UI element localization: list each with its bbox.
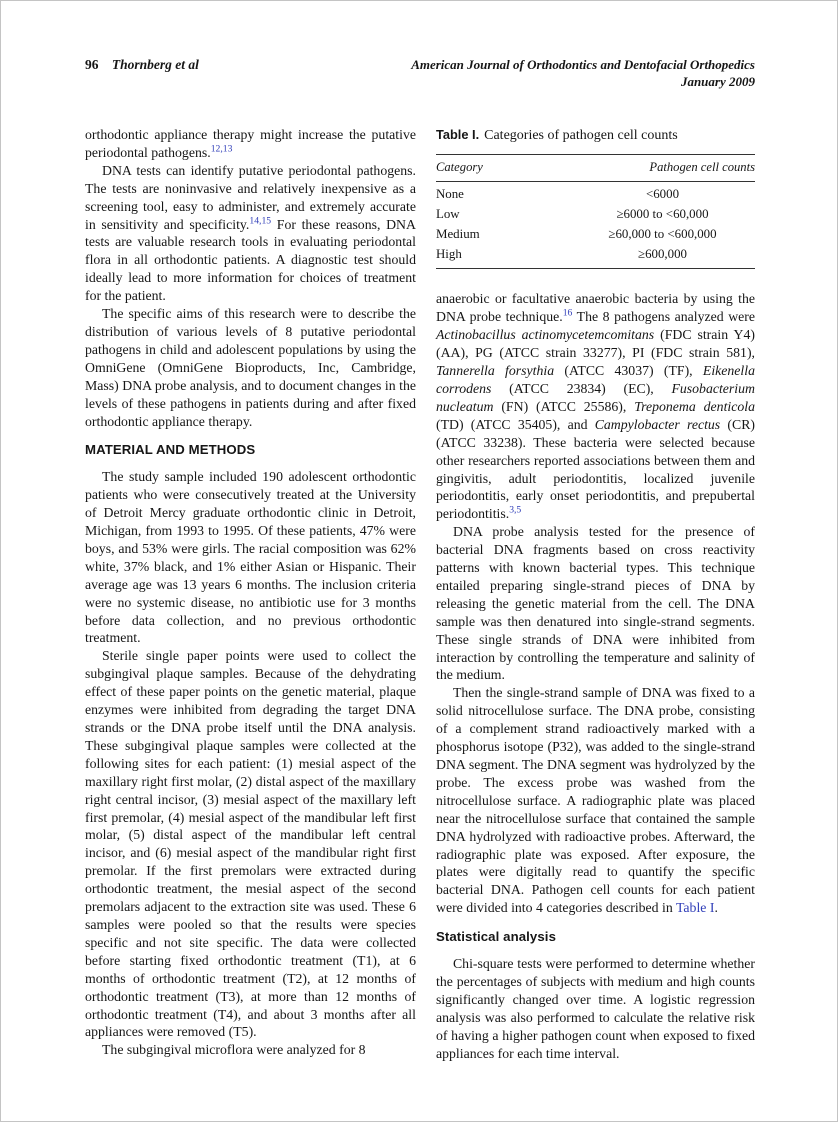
table-1-caption — [436, 126, 755, 145]
table-cell-count: ≥600,000 — [638, 246, 687, 261]
citation-link[interactable]: 14,15 — [249, 214, 272, 226]
table-cell-count: ≥6000 to <60,000 — [616, 206, 709, 221]
table-1-label: Table I. — [435, 127, 480, 142]
running-authors: Thornberg et al — [111, 57, 199, 72]
running-head — [85, 57, 755, 90]
paragraph-specific-aims: The specific aims of this research were to describe the distribution of various levels of 8 putative periodontal pathogens in child and adolescent populations by using the OmniGene (OmniGene Bioproducts, Inc, Cambridge, Mass) DNA probe analysis, and to document changes in the levels of these pathogens in patients during and after fixed orthodontic appliance therapy. — [85, 306, 416, 429]
paragraph-dna-probe-analysis: DNA probe analysis tested for the presence of bacterial DNA fragments based on cross reactivity patterns with known bacterial types. This technique entailed preparing single-strand pieces of DNA by releasing the genetic material from the cell. The DNA sample was then denatured into single-strand segments. These single strands of DNA were inhibited from interaction by controlling the temperature and salinity of the medium. — [435, 524, 755, 683]
table-row — [436, 181, 755, 204]
running-head-right — [411, 57, 755, 90]
table-column-header-counts: Pathogen cell counts — [570, 154, 755, 181]
paragraph-continuation: orthodontic appliance therapy might increase the putative periodontal pathogens.$^{12,13}$ — [85, 127, 416, 160]
issue-date: January 2009 — [680, 73, 755, 89]
two-column-body — [85, 126, 755, 1063]
table-cell-category: None — [435, 186, 464, 201]
journal-title: American Journal of Orthodontics and Dentofacial Orthopedics — [411, 57, 755, 72]
table-header-row — [436, 154, 755, 181]
citation-link[interactable]: 12,13 — [210, 143, 233, 155]
paragraph-pathogens-analyzed: anaerobic or facultative anaerobic bacteria by using the DNA probe technique.$^{16}$ The 8 pathogens analyzed were Actinobacillus actinomycetemcomitans (FDC strain Y4) (AA), PG (ATCC strain 33277), PI (FDC strain 581), Tannerella forsythia (ATCC 43037) (TF), Eikenella corrodens (ATCC 23834) (EC), Fusobacterium nucleatum (FN) (ATCC 25586), Treponema denticola (TD) (ATCC 35405), and Campylobacter rectus (CR) (ATCC 33238). These bacteria were selected because other researchers reported associations between them and gingivitis, adult periodontitis, localized juvenile periodontitis, early onset periodontitis, and prepubertal periodontitis.$^{3,5}$ — [435, 291, 755, 522]
paragraph-single-strand: Then the single-strand sample of DNA was fixed to a solid nitrocellulose surface. The DNA probe, consisting of a complement strand radioactively marked with a phosphorus isotope (P32), was added to the single-strand DNA segment. The DNA segment was hydrolyzed by the probe. The excess probe was washed from the nitrocellulose surface. A radiographic plate was placed near the nitrocellulose surface that contained the sample DNA hydrolyzed with radioactive probes. Afterward, the radiographic plate was exposed. After exposure, the plates were digitally read to quantify the specific bacterial DNA. Pathogen cell counts for each patient were divided into 4 categories described in Table I. — [435, 685, 755, 916]
paragraph-microflora: The subgingival microflora were analyzed for 8 — [102, 1042, 366, 1058]
page-number: 96 — [85, 57, 99, 72]
citation-link[interactable]: Table I — [675, 900, 715, 916]
section-heading-material-and-methods: MATERIAL AND METHODS — [85, 442, 256, 458]
citation-link[interactable]: 16 — [562, 307, 573, 319]
table-cell-category: High — [435, 246, 462, 261]
paragraph-study-sample: The study sample included 190 adolescent orthodontic patients who were consecutively treated at the University of Detroit Mercy graduate orthodontic clinic in Detroit, Michigan, from 1993 to 1995. Of these patients, 47% were boys, and 53% were girls. The racial composition was 62% white, 37% black, and 1% either Asian or Hispanic. Their average age was 13 years 6 months. The inclusion criteria were no systemic disease, no antibiotic use for 3 months before data collection, and no previous orthodontic treatment. — [85, 469, 416, 646]
table-row — [436, 205, 755, 225]
table-1-caption-text: Categories of pathogen cell counts — [484, 128, 678, 143]
table-cell-count: <6000 — [645, 186, 680, 201]
left-column — [85, 126, 416, 1063]
paragraph-paper-points: Sterile single paper points were used to collect the subgingival plaque samples. Because of the dehydrating effect of these paper points on the genetic material, plaque enzymes were inhibited from degrading the target DNA strands or the DNA probe itself until the DNA analysis. These subgingival plaque samples were collected at the following sites for each patient: (1) mesial aspect of the maxillary right first molar, (2) distal aspect of the maxillary right central incisor, (3) mesial aspect of the maxillary left first premolar, (4) mesial aspect of the mandibular left first molar, (5) distal aspect of the mandibular left central incisor, and (6) mesial aspect of the mandibular right first premolar. If the first premolars were extracted during orthodontic treatment, the mesial aspect of the second premolars adjacent to the extraction site was used. These 6 samples were pooled so that the results were species specific and not site specific. The data were collected before starting fixed orthodontic treatment (T1), at 6 months of orthodontic treatment (T2), at 12 months of orthodontic treatment (T3), at more than 12 months of orthodontic treatment (T4), and about 3 months after all appliances were removed (T5). — [85, 648, 416, 1040]
paragraph-chi-square: Chi-square tests were performed to determine whether the percentages of subjects with medium and high counts significantly changed over time. A logistic regression analysis was also performed to calculate the relative risk of having a higher pathogen count when exposed to fixed appliances for each time interval. — [435, 956, 755, 1061]
table-1-block — [436, 126, 755, 269]
table-row — [436, 245, 755, 269]
running-head-left — [85, 57, 199, 73]
table-cell-count: ≥60,000 to <600,000 — [608, 226, 717, 241]
table-cell-category: Medium — [435, 226, 480, 241]
table-1 — [436, 154, 755, 270]
table-cell-category: Low — [435, 206, 460, 221]
right-column — [436, 126, 755, 1063]
citation-link[interactable]: 3,5 — [509, 504, 522, 516]
table-row — [436, 225, 755, 245]
section-heading-statistical-analysis: Statistical analysis — [435, 929, 557, 945]
paragraph-dna-tests: DNA tests can identify putative periodontal pathogens. The tests are noninvasive and relatively inexpensive as a screening tool, easy to administer, and extremely accurate in sensitivity and specificity.$^{14,15}$ For these reasons, DNA tests are valuable research tools in evaluating periodontal flora in all orthodontic patients. A diagnostic test should ideally lead to more information for choices of treatment for the patient. — [85, 162, 416, 304]
table-column-header-category: Category — [436, 154, 570, 181]
